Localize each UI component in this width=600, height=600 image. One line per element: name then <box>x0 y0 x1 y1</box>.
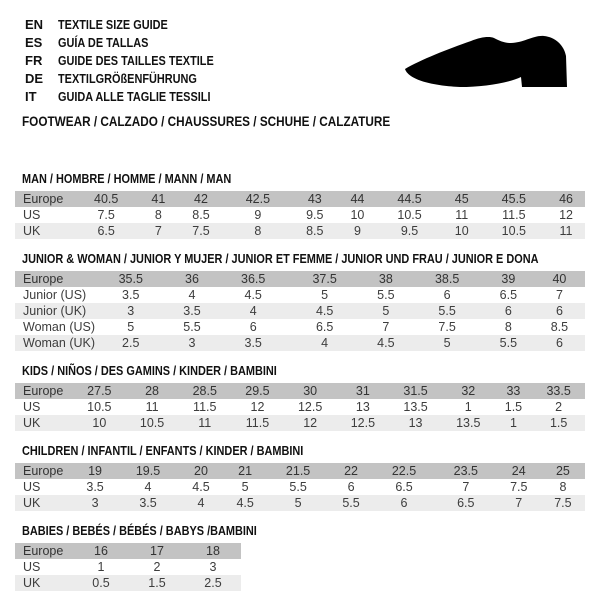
size-cell: 28.5 <box>192 384 217 398</box>
size-cell: 2 <box>153 560 161 574</box>
size-cell: 6 <box>400 496 408 510</box>
row-label: Woman (US) <box>23 320 96 334</box>
size-cell: 11 <box>198 416 212 430</box>
size-cell: 9.5 <box>306 208 324 222</box>
size-cell: 5.5 <box>499 336 518 350</box>
size-cell: 8 <box>504 320 512 334</box>
dress-shoe-path <box>405 36 567 87</box>
size-cell: 7.5 <box>97 208 115 222</box>
size-cell: 4.5 <box>236 496 254 510</box>
row-label: Europe <box>23 464 64 478</box>
size-row <box>15 415 585 431</box>
size-row <box>15 575 241 591</box>
size-cell: 20 <box>194 464 208 478</box>
size-cell: 5.5 <box>183 320 201 334</box>
size-section <box>15 364 585 431</box>
size-cell: 9 <box>353 224 361 238</box>
size-cell: 11.5 <box>193 400 217 414</box>
size-cell: 22 <box>344 464 358 478</box>
size-cell: 42.5 <box>245 192 271 206</box>
size-cell: 35.5 <box>118 272 143 286</box>
size-cell: 13 <box>408 416 423 430</box>
size-cell: 7 <box>555 288 563 302</box>
size-cell: 13.5 <box>456 416 481 430</box>
size-cell: 11.5 <box>502 208 526 222</box>
size-cell: 10.5 <box>397 208 422 222</box>
size-cell: 6.5 <box>499 288 518 302</box>
size-cell: 24 <box>511 464 526 478</box>
size-cell: 21.5 <box>285 464 311 478</box>
size-cell: 3.5 <box>86 480 104 494</box>
size-cell: 21 <box>238 464 253 478</box>
size-cell: 6 <box>347 480 355 494</box>
size-cell: 10 <box>350 208 365 222</box>
size-cell: 43 <box>307 192 322 206</box>
size-cell: 27.5 <box>87 384 112 398</box>
size-cell: 6.5 <box>457 496 475 510</box>
size-cell: 33.5 <box>546 384 571 398</box>
size-cell: 13 <box>355 400 370 414</box>
language-code: IT <box>25 89 37 104</box>
section-title-text: BABIES / BEBÉS / BÉBÉS / BABYS /BAMBINI <box>22 523 257 538</box>
size-cell: 5.5 <box>342 496 360 510</box>
size-cell: 10.5 <box>501 224 527 238</box>
language-label: TEXTILGRÖßENFÜHRUNG <box>58 71 197 86</box>
row-label: UK <box>23 576 41 590</box>
row-label: Woman (UK) <box>23 336 96 350</box>
row-label: Europe <box>23 384 64 398</box>
size-cell: 23.5 <box>453 464 478 478</box>
size-cell: 40.5 <box>94 192 119 206</box>
size-cell: 10 <box>454 224 469 238</box>
size-row <box>15 559 241 575</box>
language-label: GUIDA ALLE TAGLIE TESSILI <box>58 89 211 104</box>
size-cell: 1 <box>97 560 105 574</box>
section-title <box>15 252 585 265</box>
size-cell: 28 <box>145 384 159 398</box>
size-row <box>15 223 585 239</box>
language-label: GUIDE DES TAILLES TEXTILE <box>58 53 214 68</box>
size-cell: 44.5 <box>397 192 422 206</box>
size-cell: 10.5 <box>87 400 112 414</box>
section-title <box>15 364 585 377</box>
size-cell: 3 <box>91 496 99 510</box>
size-cell: 45 <box>454 192 469 206</box>
size-cell: 4.5 <box>244 288 262 302</box>
size-table <box>15 463 585 511</box>
size-cell: 30 <box>303 384 318 398</box>
size-section <box>15 444 585 511</box>
size-cell: 40 <box>552 272 567 286</box>
size-cell: 45.5 <box>501 192 527 206</box>
size-cell: 17 <box>150 544 164 558</box>
row-label: UK <box>23 416 41 430</box>
size-cell: 4.5 <box>377 336 395 350</box>
size-cell: 8.5 <box>550 320 569 334</box>
size-row <box>15 207 585 223</box>
size-cell: 5 <box>382 304 390 318</box>
language-code: ES <box>25 35 43 50</box>
size-cell: 4 <box>321 336 329 350</box>
size-cell: 38 <box>378 272 393 286</box>
size-cell: 4.5 <box>315 304 334 318</box>
language-code: EN <box>25 17 44 32</box>
size-cell: 33 <box>506 384 521 398</box>
size-cell: 2 <box>555 400 563 414</box>
size-cell: 6 <box>249 320 257 334</box>
size-cell: 4 <box>197 496 205 510</box>
row-label: Europe <box>23 272 64 286</box>
size-table <box>15 271 585 351</box>
size-cell: 12.5 <box>350 416 376 430</box>
row-label: Europe <box>23 192 64 206</box>
size-cell: 3 <box>188 336 196 350</box>
size-cell: 4 <box>188 288 196 302</box>
size-cell: 12 <box>559 208 573 222</box>
size-cell: 1.5 <box>148 576 166 590</box>
size-cell: 12 <box>250 400 265 414</box>
size-cell: 1 <box>509 416 517 430</box>
row-label: Junior (UK) <box>23 304 87 318</box>
size-cell: 4 <box>144 480 152 494</box>
size-cell: 0.5 <box>92 576 110 590</box>
size-cell: 44 <box>350 192 365 206</box>
size-cell: 8.5 <box>192 208 210 222</box>
size-cell: 3.5 <box>244 336 262 350</box>
row-label: US <box>23 208 41 222</box>
size-cell: 6 <box>504 304 512 318</box>
size-cell: 38.5 <box>434 272 460 286</box>
size-cell: 3.5 <box>139 496 157 510</box>
size-cell: 3 <box>209 560 217 574</box>
size-cell: 5 <box>294 496 302 510</box>
row-label: UK <box>23 496 41 510</box>
size-cell: 11 <box>559 224 573 238</box>
size-header-row <box>15 383 585 399</box>
section-title-text: KIDS / NIÑOS / DES GAMINS / KINDER / BAMBINI <box>22 363 277 378</box>
size-cell: 12.5 <box>297 400 323 414</box>
size-cell: 16 <box>94 544 108 558</box>
size-cell: 36 <box>185 272 199 286</box>
size-cell: 11.5 <box>245 416 270 430</box>
category-title <box>22 114 600 128</box>
row-label: Junior (US) <box>23 288 87 302</box>
row-label: US <box>23 560 41 574</box>
size-row <box>15 479 585 495</box>
row-label: UK <box>23 224 41 238</box>
size-cell: 2.5 <box>122 336 140 350</box>
size-cell: 5 <box>127 320 135 334</box>
size-cell: 7.5 <box>192 224 210 238</box>
size-cell: 8 <box>254 224 262 238</box>
section-title <box>15 172 585 185</box>
size-header-row <box>15 543 241 559</box>
size-cell: 5 <box>321 288 329 302</box>
size-cell: 5.5 <box>377 288 395 302</box>
size-cell: 5 <box>241 480 249 494</box>
size-cell: 4 <box>249 304 257 318</box>
size-cell: 6 <box>555 336 563 350</box>
size-cell: 6 <box>555 304 563 318</box>
size-cell: 6.5 <box>315 320 334 334</box>
size-cell: 31 <box>355 384 370 398</box>
size-tables <box>15 172 585 591</box>
size-cell: 8.5 <box>306 224 324 238</box>
section-title <box>15 524 585 537</box>
size-cell: 7 <box>382 320 390 334</box>
size-cell: 7 <box>515 496 523 510</box>
size-cell: 5.5 <box>289 480 307 494</box>
section-title-text: JUNIOR & WOMAN / JUNIOR Y MUJER / JUNIOR ET FEMME / JUNIOR UND FRAU / JUNIOR E DONA <box>22 251 539 266</box>
section-title <box>15 444 585 457</box>
size-cell: 8 <box>154 208 162 222</box>
size-section <box>15 172 585 239</box>
size-row <box>15 399 585 415</box>
size-header-row <box>15 271 585 287</box>
size-cell: 6 <box>443 288 451 302</box>
size-cell: 7 <box>462 480 470 494</box>
size-table <box>15 543 241 591</box>
size-cell: 7.5 <box>438 320 456 334</box>
size-cell: 1.5 <box>504 400 523 414</box>
size-cell: 1 <box>464 400 472 414</box>
size-cell: 2.5 <box>204 576 222 590</box>
size-cell: 31.5 <box>403 384 428 398</box>
size-table <box>15 191 585 239</box>
language-label: TEXTILE SIZE GUIDE <box>58 17 168 32</box>
size-cell: 6.5 <box>97 224 115 238</box>
size-header-row <box>15 463 585 479</box>
size-cell: 25 <box>555 464 570 478</box>
size-cell: 19.5 <box>135 464 161 478</box>
language-label: GUÍA DE TALLAS <box>58 35 149 50</box>
size-cell: 19 <box>88 464 103 478</box>
size-table <box>15 383 585 431</box>
size-cell: 3.5 <box>122 288 140 302</box>
size-cell: 10.5 <box>139 416 165 430</box>
size-cell: 36.5 <box>241 272 266 286</box>
language-code: DE <box>25 71 44 86</box>
size-cell: 8 <box>559 480 567 494</box>
row-label: Europe <box>23 544 64 558</box>
row-label: US <box>23 480 41 494</box>
size-cell: 11 <box>455 208 469 222</box>
size-cell: 32 <box>461 384 476 398</box>
size-cell: 10 <box>92 416 107 430</box>
size-cell: 5.5 <box>438 304 456 318</box>
size-cell: 39 <box>501 272 516 286</box>
size-cell: 37.5 <box>312 272 337 286</box>
row-label: US <box>23 400 41 414</box>
section-title-text: CHILDREN / INFANTIL / ENFANTS / KINDER / BAMBINI <box>22 443 304 458</box>
size-cell: 7.5 <box>554 496 572 510</box>
size-cell: 6.5 <box>395 480 413 494</box>
size-cell: 46 <box>559 192 573 206</box>
size-row <box>15 287 585 303</box>
size-cell: 11 <box>145 400 159 414</box>
size-cell: 3.5 <box>183 304 201 318</box>
size-cell: 1.5 <box>549 416 568 430</box>
size-row <box>15 319 585 335</box>
size-cell: 9 <box>254 208 262 222</box>
size-section <box>15 524 585 591</box>
size-cell: 13.5 <box>403 400 428 414</box>
dress-shoe-icon <box>392 25 582 100</box>
size-cell: 7 <box>154 224 162 238</box>
size-section <box>15 252 585 351</box>
size-cell: 41 <box>151 192 166 206</box>
size-header-row <box>15 191 585 207</box>
size-row <box>15 303 585 319</box>
size-cell: 5 <box>443 336 451 350</box>
size-row <box>15 495 585 511</box>
size-cell: 12 <box>303 416 318 430</box>
size-cell: 4.5 <box>192 480 210 494</box>
section-title-text: MAN / HOMBRE / HOMME / MANN / MAN <box>22 171 232 186</box>
size-cell: 29.5 <box>245 384 270 398</box>
language-code: FR <box>25 53 43 68</box>
size-cell: 7.5 <box>510 480 528 494</box>
category-title-text: FOOTWEAR / CALZADO / CHAUSSURES / SCHUHE / CALZATURE <box>22 113 391 129</box>
size-cell: 18 <box>206 544 220 558</box>
size-cell: 42 <box>194 192 208 206</box>
size-row <box>15 335 585 351</box>
size-cell: 22.5 <box>391 464 417 478</box>
size-cell: 9.5 <box>400 224 419 238</box>
size-cell: 3 <box>127 304 135 318</box>
